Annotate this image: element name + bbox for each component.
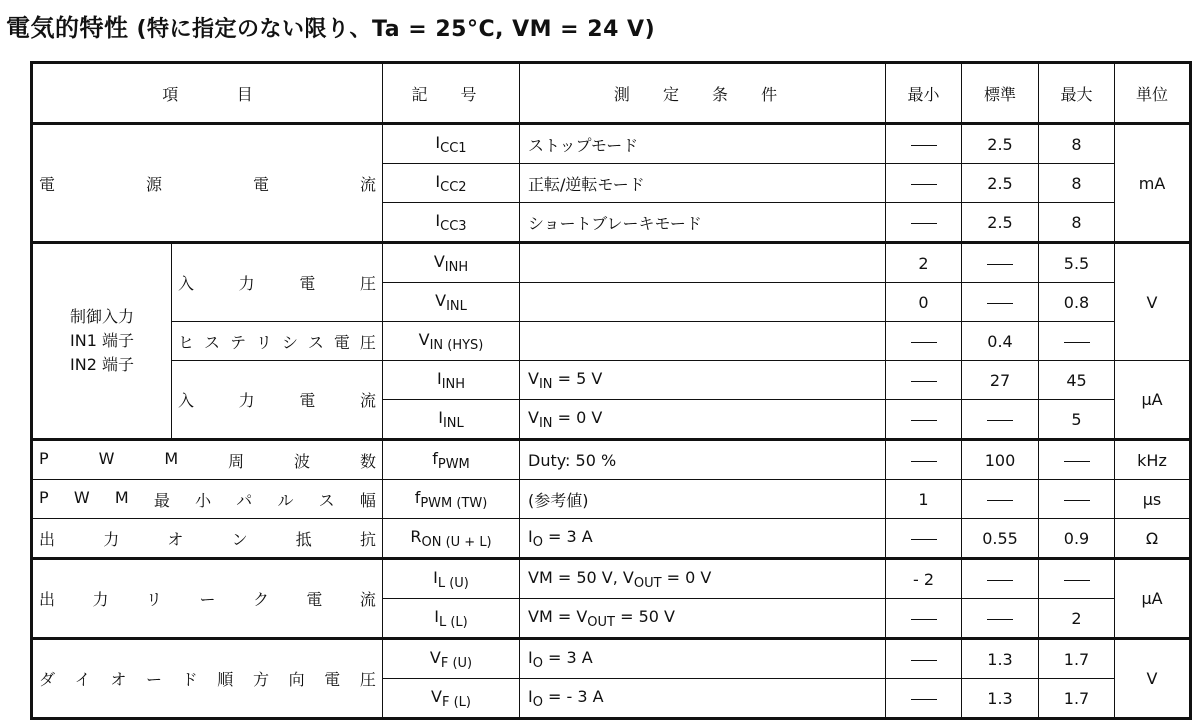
- dash-mark: [911, 381, 937, 382]
- symbol-text: I: [435, 171, 441, 191]
- item-label-char: 入: [178, 274, 195, 293]
- item-label-char: P: [39, 487, 49, 507]
- item-label-char: ー: [199, 590, 216, 609]
- item-label-char: ヒ: [178, 332, 195, 352]
- symbol-subscript: CC1: [440, 140, 467, 156]
- symbol-cell: [383, 203, 520, 243]
- item-label-char: 圧: [359, 332, 376, 352]
- item-label-char: 抗: [359, 529, 376, 549]
- item-input-voltage: [172, 243, 383, 322]
- item-label-char: オ: [167, 529, 184, 549]
- condition-cell: ショートブレーキモード: [520, 203, 886, 243]
- dash-mark: [987, 500, 1013, 501]
- item-label-char: ド: [181, 670, 198, 689]
- item-label-char: 最: [153, 490, 170, 510]
- min-value: [886, 322, 962, 361]
- typ-value: 0.4: [962, 322, 1039, 361]
- dash-mark: [911, 660, 937, 661]
- unit-cell: V: [1115, 243, 1191, 361]
- max-value: [1039, 559, 1115, 599]
- min-value: [886, 203, 962, 243]
- title-main: 電気的特性: [6, 14, 129, 42]
- condition-cell: [520, 559, 886, 599]
- typ-value: [962, 480, 1039, 519]
- table-row: [32, 124, 1191, 164]
- typ-value: 0.55: [962, 519, 1039, 559]
- condition-cell: [520, 243, 886, 283]
- typ-value: 1.3: [962, 639, 1039, 679]
- symbol-subscript: F (L): [441, 694, 471, 710]
- dash-mark: [911, 699, 937, 700]
- symbol-cell: [383, 480, 520, 519]
- header-symbol: 記 号: [383, 63, 520, 124]
- symbol-cell: [383, 361, 520, 400]
- item-label-char: 圧: [359, 274, 376, 293]
- dash-mark: [911, 145, 937, 146]
- item-label-char: 電: [252, 174, 269, 194]
- item-label-char: ス: [307, 332, 324, 352]
- table-row: [32, 639, 1191, 679]
- condition-cell: 正転/逆転モード: [520, 164, 886, 203]
- symbol-subscript: PWM: [437, 456, 470, 472]
- item-label-char: 力: [238, 391, 255, 410]
- item-label-char: ダ: [39, 670, 56, 689]
- header-unit: 単位: [1115, 63, 1191, 124]
- symbol-cell: [383, 400, 520, 440]
- item-label-char: 出: [39, 590, 56, 609]
- page-title: [6, 8, 655, 43]
- condition-subscript: O: [532, 655, 543, 671]
- header-item-char-1: 項: [162, 84, 179, 104]
- dash-mark: [987, 303, 1013, 304]
- typ-value: 27: [962, 361, 1039, 400]
- item-label-char: M: [114, 487, 129, 507]
- condition-text: V: [528, 407, 539, 427]
- item-label-char: ス: [203, 332, 220, 352]
- condition-text: = 3 A: [542, 647, 593, 667]
- item-label-char: シ: [281, 332, 298, 352]
- min-value: 2: [886, 243, 962, 283]
- condition-text: = 0 V: [552, 407, 603, 427]
- symbol-subscript: L (U): [437, 575, 469, 591]
- dash-mark: [1064, 342, 1090, 343]
- symbol-subscript: INL: [446, 298, 467, 314]
- condition-cell: [520, 361, 886, 400]
- header-max: 最大: [1039, 63, 1115, 124]
- dash-mark: [911, 184, 937, 185]
- symbol-text: V: [433, 251, 445, 271]
- unit-cell: V: [1115, 639, 1191, 719]
- table-row: [32, 243, 1191, 283]
- symbol-cell: [383, 243, 520, 283]
- item-leak-current: [32, 559, 383, 639]
- dash-mark: [911, 461, 937, 462]
- symbol-text: V: [429, 647, 441, 667]
- item-label-char: ル: [277, 490, 294, 510]
- symbol-cell: [383, 283, 520, 322]
- symbol-subscript: CC2: [440, 179, 467, 195]
- item-input-current: [172, 361, 383, 440]
- symbol-subscript: PWM (TW): [420, 495, 488, 511]
- item-label-char: W: [73, 487, 90, 507]
- condition-cell: [520, 283, 886, 322]
- item-diode-forward-voltage: [32, 639, 383, 719]
- condition-cell: [520, 599, 886, 639]
- item-label-char: パ: [236, 490, 253, 510]
- symbol-text: V: [418, 329, 430, 349]
- symbol-text: V: [435, 290, 447, 310]
- symbol-text: I: [435, 210, 441, 230]
- table-row: [32, 322, 1191, 361]
- symbol-text: I: [438, 407, 443, 427]
- typ-value: 100: [962, 440, 1039, 480]
- symbol-cell: [383, 679, 520, 719]
- min-value: 1: [886, 480, 962, 519]
- item-label-char: 波: [294, 451, 311, 471]
- item-label-char: オ: [110, 670, 127, 689]
- typ-value: 1.3: [962, 679, 1039, 719]
- condition-subscript: OUT: [633, 575, 662, 591]
- item-label-char: M: [164, 448, 179, 468]
- item-label-char: リ: [255, 332, 272, 352]
- item-label-char: 数: [359, 451, 376, 471]
- item-label-char: テ: [229, 332, 246, 352]
- condition-text: I: [528, 647, 533, 667]
- symbol-text: V: [431, 686, 442, 706]
- min-value: [886, 361, 962, 400]
- symbol-subscript: F (U): [440, 655, 473, 671]
- symbol-text: I: [436, 368, 442, 388]
- dash-mark: [1064, 461, 1090, 462]
- item-label-char: P: [39, 448, 49, 468]
- condition-cell: [520, 400, 886, 440]
- max-value: [1039, 322, 1115, 361]
- item-label-char: 圧: [359, 670, 376, 689]
- item-label-char: W: [98, 448, 115, 468]
- item-label-char: 電: [39, 174, 56, 194]
- symbol-text: I: [434, 606, 439, 626]
- item-label-char: 源: [145, 174, 162, 194]
- unit-cell: μA: [1115, 559, 1191, 639]
- min-value: [886, 639, 962, 679]
- dash-mark: [987, 264, 1013, 265]
- item-label-char: 電: [324, 670, 341, 689]
- condition-text: = 0 V: [661, 567, 712, 587]
- item-label-char: ス: [318, 490, 335, 510]
- max-value: [1039, 480, 1115, 519]
- symbol-text: f: [414, 487, 421, 507]
- item-label-char: 向: [288, 670, 305, 689]
- item-label: [33, 449, 382, 472]
- item-label: [33, 527, 382, 550]
- item-label-char: ン: [231, 529, 248, 549]
- unit-cell: Ω: [1115, 519, 1191, 559]
- item-label-char: 流: [359, 174, 376, 194]
- item-pwm-frequency: [32, 440, 383, 480]
- symbol-text: I: [433, 567, 438, 587]
- condition-text: = - 3 A: [542, 686, 604, 706]
- condition-text: VM = 50 V, V: [528, 567, 634, 587]
- condition-cell: [520, 322, 886, 361]
- symbol-subscript: INH: [441, 376, 466, 392]
- symbol-subscript: INL: [442, 415, 464, 431]
- item-label-char: 順: [217, 670, 234, 689]
- item-label-char: 流: [359, 391, 376, 410]
- condition-subscript: O: [532, 534, 543, 550]
- dash-mark: [911, 420, 937, 421]
- dash-mark: [987, 580, 1013, 581]
- item-label-char: 電: [333, 332, 350, 352]
- unit-cell: μA: [1115, 361, 1191, 440]
- max-value: 45: [1039, 361, 1115, 400]
- item-label: [33, 172, 382, 195]
- dash-mark: [1064, 580, 1090, 581]
- header-condition: 測 定 条 件: [520, 63, 886, 124]
- min-value: [886, 679, 962, 719]
- min-value: [886, 519, 962, 559]
- symbol-text: I: [435, 132, 441, 152]
- min-value: 0: [886, 283, 962, 322]
- item-control-input: [32, 243, 172, 440]
- typ-value: [962, 400, 1039, 440]
- symbol-subscript: CC3: [440, 218, 467, 234]
- item-label-char: 力: [103, 529, 120, 549]
- table-row: [32, 361, 1191, 400]
- dash-mark: [911, 619, 937, 620]
- item-label-char: 小: [195, 490, 212, 510]
- item-label-line: 制御入力: [69, 307, 134, 326]
- item-label: [33, 488, 382, 511]
- max-value: 8: [1039, 124, 1115, 164]
- symbol-text: f: [432, 448, 438, 468]
- symbol-cell: [383, 164, 520, 203]
- max-value: [1039, 440, 1115, 480]
- typ-value: [962, 559, 1039, 599]
- min-value: [886, 164, 962, 203]
- item-label-char: ク: [252, 590, 269, 609]
- item-label-line: IN1 端子: [70, 331, 134, 350]
- table-row: [32, 440, 1191, 480]
- item-label-char: 電: [299, 274, 316, 293]
- symbol-cell: [383, 599, 520, 639]
- symbol-cell: [383, 440, 520, 480]
- max-value: 0.9: [1039, 519, 1115, 559]
- typ-value: [962, 283, 1039, 322]
- item-label-char: リ: [145, 590, 162, 609]
- unit-cell: mA: [1115, 124, 1191, 243]
- unit-cell: μs: [1115, 480, 1191, 519]
- condition-text: = 5 V: [552, 368, 603, 388]
- dash-mark: [987, 619, 1013, 620]
- condition-subscript: IN: [538, 415, 553, 431]
- item-label-char: 電: [299, 391, 316, 410]
- symbol-cell: [383, 559, 520, 599]
- dash-mark: [911, 223, 937, 224]
- condition-text: I: [528, 526, 533, 546]
- symbol-cell: [383, 322, 520, 361]
- condition-subscript: IN: [538, 376, 553, 392]
- min-value: [886, 124, 962, 164]
- condition-subscript: O: [532, 694, 543, 710]
- item-label-char: 周: [228, 451, 245, 471]
- item-label-char: 電: [306, 590, 323, 609]
- symbol-subscript: L (L): [438, 614, 468, 630]
- condition-cell: (参考値): [520, 480, 886, 519]
- condition-text: I: [528, 686, 533, 706]
- electrical-characteristics-table: [30, 61, 1192, 720]
- symbol-subscript: IN (HYS): [429, 337, 484, 353]
- condition-cell: Duty: 50 %: [520, 440, 886, 480]
- table-row: [32, 559, 1191, 599]
- header-item-char-2: 目: [236, 84, 253, 104]
- symbol-cell: [383, 639, 520, 679]
- item-supply-current: [32, 124, 383, 243]
- typ-value: 2.5: [962, 124, 1039, 164]
- item-label: [172, 330, 382, 353]
- item-label-char: イ: [74, 670, 91, 689]
- item-label-char: 幅: [359, 490, 376, 510]
- min-value: [886, 440, 962, 480]
- symbol-cell: [383, 124, 520, 164]
- item-label-char: 力: [92, 590, 109, 609]
- symbol-subscript: ON (U + L): [421, 534, 492, 550]
- dash-mark: [911, 342, 937, 343]
- symbol-subscript: INH: [444, 259, 469, 275]
- item-label: [172, 271, 382, 294]
- max-value: 5.5: [1039, 243, 1115, 283]
- symbol-text: R: [410, 526, 422, 546]
- item-label: [33, 587, 382, 610]
- unit-cell: kHz: [1115, 440, 1191, 480]
- min-value: - 2: [886, 559, 962, 599]
- min-value: [886, 599, 962, 639]
- typ-value: [962, 243, 1039, 283]
- condition-cell: ストップモード: [520, 124, 886, 164]
- item-label-char: 入: [178, 391, 195, 410]
- item-pwm-min-pulse: [32, 480, 383, 519]
- condition-text: VM = V: [528, 606, 588, 626]
- condition-cell: [520, 639, 886, 679]
- typ-value: [962, 599, 1039, 639]
- max-value: 1.7: [1039, 639, 1115, 679]
- item-label-char: 力: [238, 274, 255, 293]
- max-value: 0.8: [1039, 283, 1115, 322]
- table-row: [32, 480, 1191, 519]
- condition-cell: [520, 679, 886, 719]
- item-label-char: ー: [145, 670, 162, 689]
- dash-mark: [987, 420, 1013, 421]
- max-value: 2: [1039, 599, 1115, 639]
- max-value: 8: [1039, 203, 1115, 243]
- typ-value: 2.5: [962, 164, 1039, 203]
- item-label-char: 出: [39, 529, 56, 549]
- symbol-cell: [383, 519, 520, 559]
- header-item: [32, 63, 383, 124]
- condition-cell: [520, 519, 886, 559]
- condition-text: V: [528, 368, 539, 388]
- condition-text: = 50 V: [614, 606, 675, 626]
- min-value: [886, 400, 962, 440]
- dash-mark: [911, 539, 937, 540]
- item-label: [33, 667, 382, 690]
- header-typ: 標準: [962, 63, 1039, 124]
- item-on-resistance: [32, 519, 383, 559]
- header-row: [32, 63, 1191, 124]
- max-value: 5: [1039, 400, 1115, 440]
- item-hysteresis: [172, 322, 383, 361]
- item-label-char: 方: [252, 670, 269, 689]
- condition-text: = 3 A: [542, 526, 593, 546]
- condition-subscript: OUT: [587, 614, 615, 630]
- dash-mark: [1064, 500, 1090, 501]
- item-label-char: 抵: [295, 529, 312, 549]
- title-conditions: (特に指定のない限り、Ta = 25°C, VM = 24 V): [136, 17, 656, 42]
- typ-value: 2.5: [962, 203, 1039, 243]
- max-value: 1.7: [1039, 679, 1115, 719]
- header-min: 最小: [886, 63, 962, 124]
- item-label-char: 流: [359, 590, 376, 609]
- item-label: [172, 388, 382, 411]
- max-value: 8: [1039, 164, 1115, 203]
- table-row: [32, 519, 1191, 559]
- item-label-line: IN2 端子: [70, 355, 134, 374]
